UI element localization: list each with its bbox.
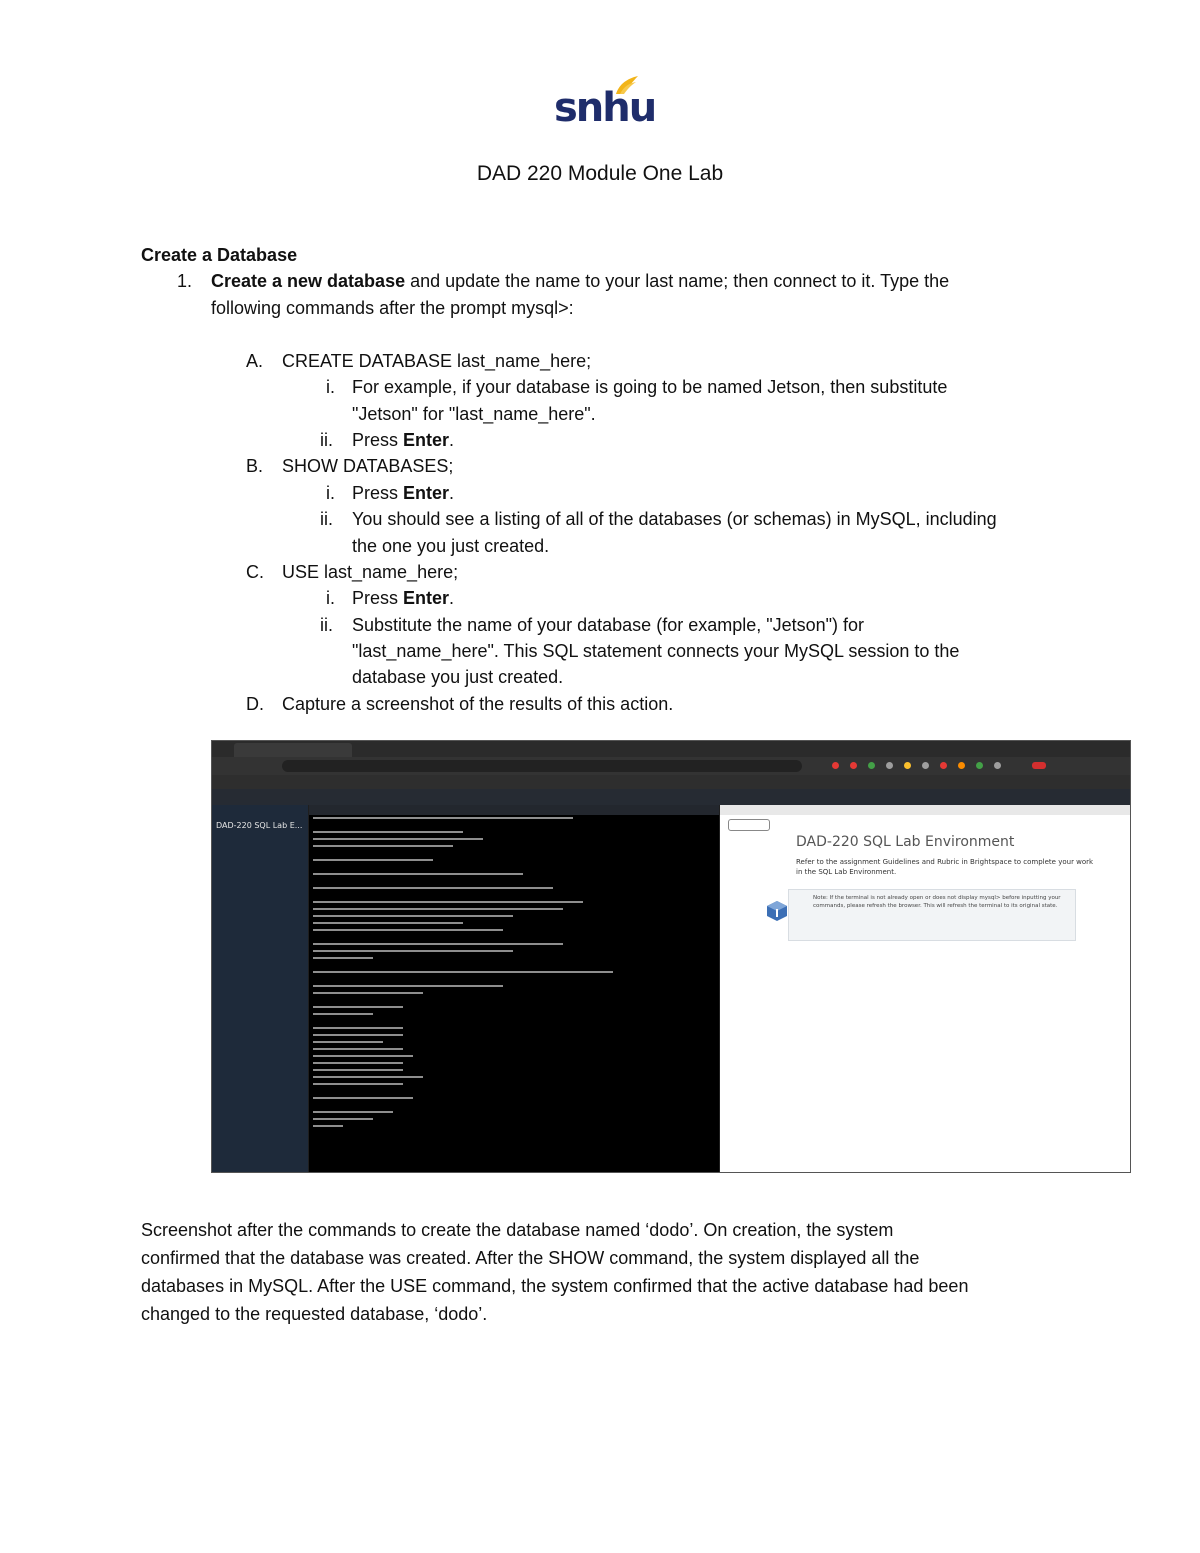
embedded-screenshot bbox=[211, 740, 1131, 1173]
note-text: Note: If the terminal is not already open or does not display mysql> before inputting your commands, please refresh the browser. This will refresh the terminal to its original state. bbox=[813, 895, 1061, 909]
terminal-line bbox=[313, 901, 583, 903]
terminal-line bbox=[313, 1083, 403, 1085]
terminal-tab bbox=[309, 805, 719, 815]
terminal-line bbox=[313, 1034, 403, 1036]
terminal-line bbox=[313, 1013, 373, 1015]
logo-text: snhu bbox=[554, 85, 656, 131]
terminal-line bbox=[313, 831, 463, 833]
item-d-text: Capture a screenshot of the results of this action. bbox=[282, 694, 674, 714]
item-a-i-line1: For example, if your database is going to be named Jetson, then substitute bbox=[352, 377, 948, 397]
preview-title: DAD-220 SQL Lab Environment bbox=[796, 834, 1015, 850]
terminal-line bbox=[313, 1097, 413, 1099]
terminal-output bbox=[313, 817, 713, 1132]
item-c-ii-line3: database you just created. bbox=[352, 667, 564, 687]
section-heading: Create a Database bbox=[141, 245, 298, 265]
address-bar bbox=[212, 757, 1130, 775]
item-a-command: CREATE DATABASE last_name_here; bbox=[282, 351, 592, 371]
terminal-line bbox=[313, 943, 563, 945]
terminal-line bbox=[313, 950, 513, 952]
terminal-line bbox=[313, 845, 453, 847]
item-d-letter: D. bbox=[246, 694, 264, 714]
item-c-ii-num: ii. bbox=[320, 615, 333, 635]
terminal-line bbox=[313, 887, 553, 889]
item-a-ii: Press Enter. bbox=[352, 430, 455, 450]
browser-tab bbox=[234, 743, 352, 757]
caption bbox=[141, 1216, 1071, 1328]
item-a-i-num: i. bbox=[326, 377, 335, 397]
item-b-ii-line2: the one you just created. bbox=[352, 536, 550, 556]
preview-text: Refer to the assignment Guidelines and Rubric in Brightspace to complete your work in the SQL Lab Environment. bbox=[796, 858, 1094, 876]
preview-tab bbox=[720, 805, 1130, 815]
terminal-line bbox=[313, 922, 463, 924]
terminal-line bbox=[313, 1076, 423, 1078]
ide-sidebar bbox=[212, 805, 308, 1172]
item-b-command: SHOW DATABASES; bbox=[282, 456, 454, 476]
preview-pane bbox=[720, 805, 1130, 1172]
caption-line-4: changed to the requested database, ‘dodo’. bbox=[141, 1304, 488, 1324]
terminal-line bbox=[313, 971, 613, 973]
terminal-line bbox=[313, 1125, 343, 1127]
item-a-letter: A. bbox=[246, 351, 264, 371]
terminal-line bbox=[313, 873, 523, 875]
page-title: DAD 220 Module One Lab bbox=[476, 162, 724, 185]
snhu-logo bbox=[554, 74, 656, 134]
item-b-ii-num: ii. bbox=[320, 509, 333, 529]
terminal-line bbox=[313, 1111, 393, 1113]
terminal-line bbox=[313, 1048, 403, 1050]
bookmarks-bar bbox=[212, 775, 1130, 789]
ide-menu-bar bbox=[212, 789, 1130, 805]
terminal-line bbox=[313, 1062, 403, 1064]
item-c-letter: C. bbox=[246, 562, 264, 582]
terminal-line bbox=[313, 1027, 403, 1029]
item-a-ii-num: ii. bbox=[320, 430, 333, 450]
step1-rest: and update the name to your last name; then connect to it. Type the bbox=[405, 271, 950, 291]
terminal-line bbox=[313, 985, 503, 987]
terminal-line bbox=[313, 908, 563, 910]
terminal-line bbox=[313, 915, 513, 917]
browser-tabstrip bbox=[212, 741, 1130, 757]
item-c-ii-line2: "last_name_here". This SQL statement connects your MySQL session to the bbox=[352, 641, 960, 661]
caption-line-2: confirmed that the database was created. After the SHOW command, the system displayed all the bbox=[141, 1248, 920, 1268]
item-b-letter: B. bbox=[246, 456, 264, 476]
terminal-line bbox=[313, 859, 433, 861]
terminal-line bbox=[313, 992, 423, 994]
terminal-line bbox=[313, 929, 503, 931]
terminal-line bbox=[313, 1118, 373, 1120]
caption-line-1: Screenshot after the commands to create the database named ‘dodo’. On creation, the system bbox=[141, 1220, 894, 1240]
item-b-i: Press Enter. bbox=[352, 483, 455, 503]
terminal-line bbox=[313, 838, 483, 840]
step1-line1 bbox=[211, 268, 949, 294]
step1-bold: Create a new database bbox=[211, 271, 406, 291]
terminal-line bbox=[313, 1006, 403, 1008]
terminal-line bbox=[313, 1055, 413, 1057]
item-a-i-line2: "Jetson" for "last_name_here". bbox=[352, 404, 596, 424]
item-b-ii-line1: You should see a listing of all of the databases (or schemas) in MySQL, including bbox=[352, 509, 997, 529]
note-box bbox=[788, 889, 1076, 941]
item-c-command: USE last_name_here; bbox=[282, 562, 459, 582]
item-c-i-num: i. bbox=[326, 588, 335, 608]
terminal bbox=[309, 805, 719, 1172]
terminal-line bbox=[313, 1069, 403, 1071]
terminal-line bbox=[313, 1041, 383, 1043]
info-icon bbox=[766, 900, 788, 922]
sidebar-title: DAD-220 SQL Lab E... bbox=[216, 821, 303, 830]
caption-line-3: databases in MySQL. After the USE command, the system confirmed that the active database had been bbox=[141, 1276, 969, 1296]
step1-line2: following commands after the prompt mysql>: bbox=[211, 298, 574, 318]
terminal-line bbox=[313, 957, 373, 959]
item-b-i-num: i. bbox=[326, 483, 335, 503]
url-box bbox=[282, 760, 802, 772]
step-number: 1. bbox=[177, 271, 193, 291]
item-c-ii-line1: Substitute the name of your database (for example, "Jetson") for bbox=[352, 615, 865, 635]
preview-button bbox=[728, 819, 770, 831]
item-c-i: Press Enter. bbox=[352, 588, 455, 608]
terminal-line bbox=[313, 817, 573, 819]
